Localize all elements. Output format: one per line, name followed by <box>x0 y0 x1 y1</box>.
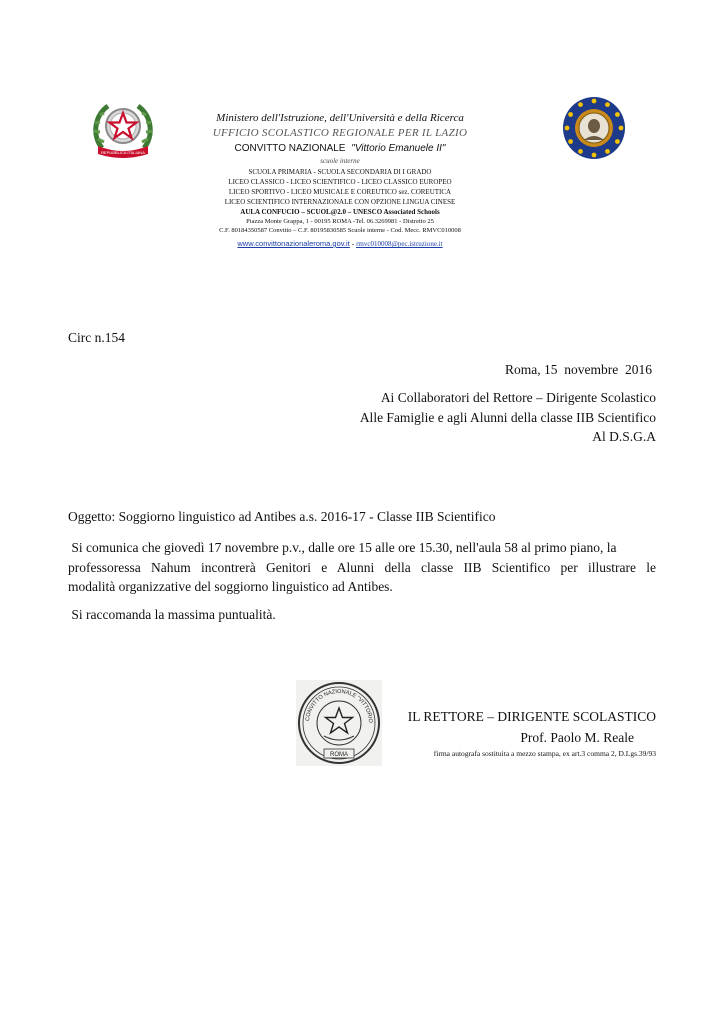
italian-republic-emblem <box>90 98 156 160</box>
svg-text:ROMA: ROMA <box>330 752 348 758</box>
school-title <box>180 143 500 154</box>
school-line-1: SCUOLA PRIMARIA - SCUOLA SECONDARIA DI I GRADO <box>248 168 432 176</box>
website-link[interactable]: www.convittonazionaleroma.gov.it <box>237 239 350 248</box>
body-line: Si comunica che giovedì 17 novembre p.v., dalle ore 15 alle ore 15.30, nell'aula 58 al primo piano, la <box>68 540 617 555</box>
regional-office: UFFICIO SCOLASTICO REGIONALE PER IL LAZIO <box>212 127 468 139</box>
subject-line: Oggetto: Soggiorno linguistico ad Antibes a.s. 2016-17 - Classe IIB Scientifico <box>68 509 496 524</box>
signatory-name: Prof. Paolo M. Reale <box>520 729 634 745</box>
recipient-line: Al D.S.G.A <box>592 429 656 444</box>
stamp-ring-text: CONVITTO NAZIONALE "VITTORIO <box>305 688 374 724</box>
school-prefix: CONVITTO NAZIONALE <box>234 143 346 154</box>
signature-block <box>408 707 656 758</box>
signature-note: firma autografa sostituita a mezzo stampa, ex art.3 comma 2, D.Lgs.39/93 <box>433 749 656 758</box>
school-fiscal-codes: C.F. 80184350587 Convitto – C.F. 80195830585 Scuole interne - Cod. Mecc. RMVC010008 <box>219 227 461 234</box>
contact-separator: - <box>351 239 355 248</box>
ministry-name: Ministero dell'Istruzione, dell'Università e della Ricerca <box>216 112 464 124</box>
school-line-4: LICEO SCIENTIFICO INTERNAZIONALE CON OPZIONE LINGUA CINESE <box>224 198 456 206</box>
recipient-line: Ai Collaboratori del Rettore – Dirigente Scolastico <box>380 390 656 405</box>
body-paragraph-1 <box>68 538 656 597</box>
svg-text:REPUBBLICA ITALIANA: REPUBBLICA ITALIANA <box>101 150 145 155</box>
recipients-block <box>360 388 656 447</box>
school-name: "Vittorio Emanuele II" <box>351 143 446 154</box>
pec-link[interactable]: rmvc010008@pec.istruzione.it <box>356 240 443 248</box>
official-stamp <box>296 680 382 766</box>
school-emblem <box>562 96 626 160</box>
school-line-2: LICEO CLASSICO - LICEO SCIENTIFICO - LICEO CLASSICO EUROPEO <box>228 178 452 186</box>
recipient-line: Alle Famiglie e agli Alunni della classe IIB Scientifico <box>359 409 656 425</box>
school-line-3: LICEO SPORTIVO - LICEO MUSICALE E COREUTICO sez. COREUTICA <box>228 188 452 196</box>
body-line: modalità organizzative del soggiorno linguistico ad Antibes. <box>68 579 393 594</box>
contact-links <box>180 239 500 248</box>
signatory-role: IL RETTORE – DIRIGENTE SCOLASTICO <box>407 709 656 724</box>
scuole-interne: scuole interne <box>320 157 360 165</box>
body-line: professoressa Nahum incontrerà Genitori e Alunni della classe IIB Scientifico per illustrare le <box>68 559 656 575</box>
document-date: Roma, 15 novembre 2016 <box>505 362 652 377</box>
body-paragraph-2: Si raccomanda la massima puntualità. <box>68 607 276 622</box>
circular-number: Circ n.154 <box>68 330 125 345</box>
school-line-5: AULA CONFUCIO – SCUOL@2.0 – UNESCO Associated Schools <box>240 208 440 216</box>
school-address: Piazza Monte Grappa, 1 - 00195 ROMA -Tel. 06.3269981 - Distretto 25 <box>246 218 434 225</box>
